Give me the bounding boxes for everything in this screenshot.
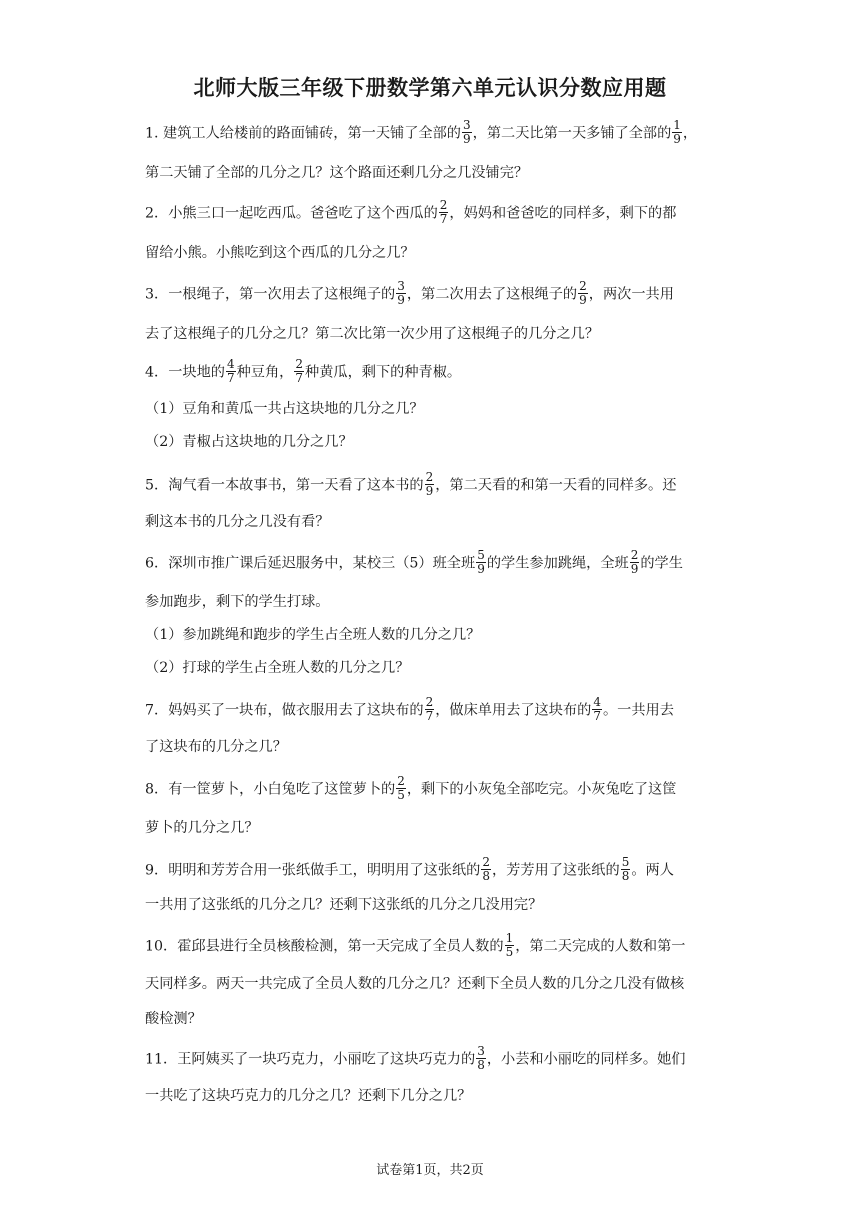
- text-segment: 一共用了这张纸的几分之几？还剩下这张纸的几分之几没用完？: [145, 897, 543, 913]
- fraction-numerator: 4: [226, 357, 235, 371]
- text-segment: 种豆角，: [236, 364, 294, 381]
- fraction-denominator: 9: [630, 562, 639, 576]
- fraction-numerator: 3: [463, 118, 471, 132]
- fraction: [226, 358, 236, 385]
- fraction-numerator: 2: [630, 548, 639, 562]
- text-segment: 萝卜的几分之几？: [145, 820, 259, 836]
- fraction-denominator: 7: [425, 709, 434, 723]
- text-line: [145, 399, 725, 419]
- text-segment: 天同样多。两天一共完成了全员人数的几分之几？还剩下全员人数的几分之几没有做核: [145, 976, 685, 992]
- text-line: [145, 432, 725, 452]
- text-segment: 留给小熊。小熊吃到这个西瓜的几分之几？: [145, 245, 415, 261]
- fraction: [462, 119, 472, 146]
- fraction-denominator: 5: [505, 945, 514, 959]
- fraction-numerator: 2: [439, 198, 448, 212]
- text-line: [145, 895, 725, 915]
- text-segment: （2）打球的学生占全班人数的几分之几？: [145, 660, 410, 676]
- text-segment: ，: [682, 125, 698, 142]
- fraction-denominator: 9: [397, 293, 405, 307]
- fraction-numerator: 2: [425, 470, 434, 484]
- text-segment: （1）参加跳绳和跑步的学生占全班人数的几分之几？: [145, 627, 481, 643]
- fraction-numerator: 3: [397, 279, 405, 293]
- text-segment: ，第二天看的和第一天看的同样多。还: [435, 477, 677, 494]
- fraction-numerator: 5: [477, 548, 485, 562]
- fraction: [481, 856, 491, 883]
- fraction-numerator: 5: [621, 855, 630, 869]
- fraction-denominator: 9: [579, 293, 587, 307]
- text-segment: （2）青椒占这块地的几分之几？: [145, 434, 353, 450]
- text-line: [145, 697, 725, 724]
- fraction-denominator: 9: [673, 132, 681, 146]
- text-segment: ，第二次用去了这根绳子的: [406, 286, 578, 303]
- fraction: [505, 932, 515, 959]
- fraction: [630, 549, 640, 576]
- text-segment: 的学生参加跳绳，全班: [486, 555, 629, 572]
- fraction-numerator: 2: [397, 774, 405, 788]
- fraction-numerator: 3: [477, 1044, 485, 1058]
- text-line: [145, 200, 725, 227]
- fraction: [578, 280, 588, 307]
- fraction: [621, 856, 631, 883]
- fraction-denominator: 7: [593, 709, 601, 723]
- fraction: [592, 696, 602, 723]
- text-line: [145, 1086, 725, 1106]
- fraction: [425, 471, 435, 498]
- text-line: [145, 776, 725, 803]
- page-title: 北师大版三年级下册数学第六单元认识分数应用题: [193, 76, 667, 100]
- fraction: [672, 119, 682, 146]
- text-segment: 。两人: [631, 862, 674, 879]
- text-line: [145, 592, 725, 612]
- text-line: [145, 512, 725, 532]
- text-line: [145, 324, 725, 344]
- fraction: [294, 358, 304, 385]
- text-segment: 一共吃了这块巧克力的几分之几？还剩下几分之几？: [145, 1088, 472, 1104]
- fraction-denominator: 5: [397, 788, 405, 802]
- fraction-denominator: 7: [439, 212, 448, 226]
- text-line: [145, 472, 725, 499]
- text-segment: （1）豆角和黄瓜一共占这块地的几分之几？: [145, 401, 424, 417]
- fraction-numerator: 1: [673, 118, 681, 132]
- text-line: [145, 359, 725, 386]
- text-line: [145, 658, 725, 678]
- fraction-numerator: 2: [425, 695, 434, 709]
- text-line: [145, 737, 725, 757]
- text-segment: ，小芸和小丽吃的同样多。她们: [486, 1051, 686, 1068]
- text-line: [145, 243, 725, 263]
- text-segment: 10．霍邱县进行全员核酸检测，第一天完成了全员人数的: [145, 938, 504, 955]
- text-line: [145, 625, 725, 645]
- fraction: [425, 696, 435, 723]
- page-footer: 试卷第1页，共2页: [376, 1163, 484, 1178]
- fraction-denominator: 9: [463, 132, 471, 146]
- fraction-numerator: 4: [593, 695, 601, 709]
- text-segment: 种黄瓜，剩下的种青椒。: [305, 364, 462, 381]
- text-line: [145, 1009, 725, 1029]
- text-segment: 酸检测？: [145, 1011, 202, 1027]
- text-segment: 1. 建筑工人给楼前的路面铺砖，第一天铺了全部的: [145, 125, 461, 142]
- fraction-denominator: 8: [477, 1058, 485, 1072]
- text-segment: 了这块布的几分之几？: [145, 739, 287, 755]
- text-segment: 8．有一筐萝卜，小白兔吃了这筐萝卜的: [145, 781, 396, 798]
- fraction-denominator: 7: [226, 371, 235, 385]
- text-segment: 11．王阿姨买了一块巧克力，小丽吃了这块巧克力的: [145, 1051, 476, 1068]
- fraction-numerator: 2: [482, 855, 490, 869]
- text-segment: 5．淘气看一本故事书，第一天看了这本书的: [145, 477, 424, 494]
- text-segment: ，妈妈和爸爸吃的同样多，剩下的都: [449, 205, 677, 222]
- fraction-numerator: 2: [579, 279, 587, 293]
- text-line: [145, 1046, 725, 1073]
- fraction: [476, 1045, 486, 1072]
- text-line: [145, 281, 725, 308]
- fraction-denominator: 9: [477, 562, 485, 576]
- text-segment: 6．深圳市推广课后延迟服务中，某校三（5）班全班: [145, 555, 476, 572]
- fraction-numerator: 2: [295, 357, 304, 371]
- text-line: [145, 120, 725, 147]
- text-segment: ，芳芳用了这张纸的: [491, 862, 620, 879]
- text-segment: ，两次一共用: [588, 286, 674, 303]
- fraction-denominator: 9: [425, 484, 434, 498]
- text-segment: 。一共用去: [602, 702, 674, 719]
- text-segment: 第二天铺了全部的几分之几？这个路面还剩几分之几没铺完？: [145, 165, 529, 181]
- text-line: [145, 818, 725, 838]
- text-segment: 2．小熊三口一起吃西瓜。爸爸吃了这个西瓜的: [145, 205, 438, 222]
- fraction-denominator: 8: [621, 869, 630, 883]
- text-segment: 剩这本书的几分之几没有看？: [145, 514, 330, 530]
- text-line: [145, 974, 725, 994]
- text-segment: ，做床单用去了这块布的: [435, 702, 592, 719]
- text-segment: 去了这根绳子的几分之几？第二次比第一次少用了这根绳子的几分之几？: [145, 326, 600, 342]
- fraction: [396, 280, 406, 307]
- text-line: [145, 857, 725, 884]
- text-segment: 9．明明和芳芳合用一张纸做手工，明明用了这张纸的: [145, 862, 481, 879]
- text-segment: ，第二天完成的人数和第一: [515, 938, 686, 955]
- text-segment: 4．一块地的: [145, 364, 225, 381]
- fraction: [396, 775, 406, 802]
- text-segment: 参加跑步，剩下的学生打球。: [145, 594, 330, 610]
- text-segment: 3．一根绳子，第一次用去了这根绳子的: [145, 286, 396, 303]
- text-line: [145, 163, 725, 183]
- fraction-numerator: 1: [505, 931, 514, 945]
- text-line: [145, 933, 725, 960]
- fraction: [439, 199, 449, 226]
- fraction-denominator: 7: [295, 371, 304, 385]
- text-segment: ，剩下的小灰兔全部吃完。小灰兔吃了这筐: [406, 781, 677, 798]
- fraction-denominator: 8: [482, 869, 490, 883]
- fraction: [476, 549, 486, 576]
- text-segment: 的学生: [640, 555, 683, 572]
- text-line: [145, 550, 725, 577]
- text-segment: 7．妈妈买了一块布，做衣服用去了这块布的: [145, 702, 424, 719]
- text-segment: ，第二天比第一天多铺了全部的: [472, 125, 672, 142]
